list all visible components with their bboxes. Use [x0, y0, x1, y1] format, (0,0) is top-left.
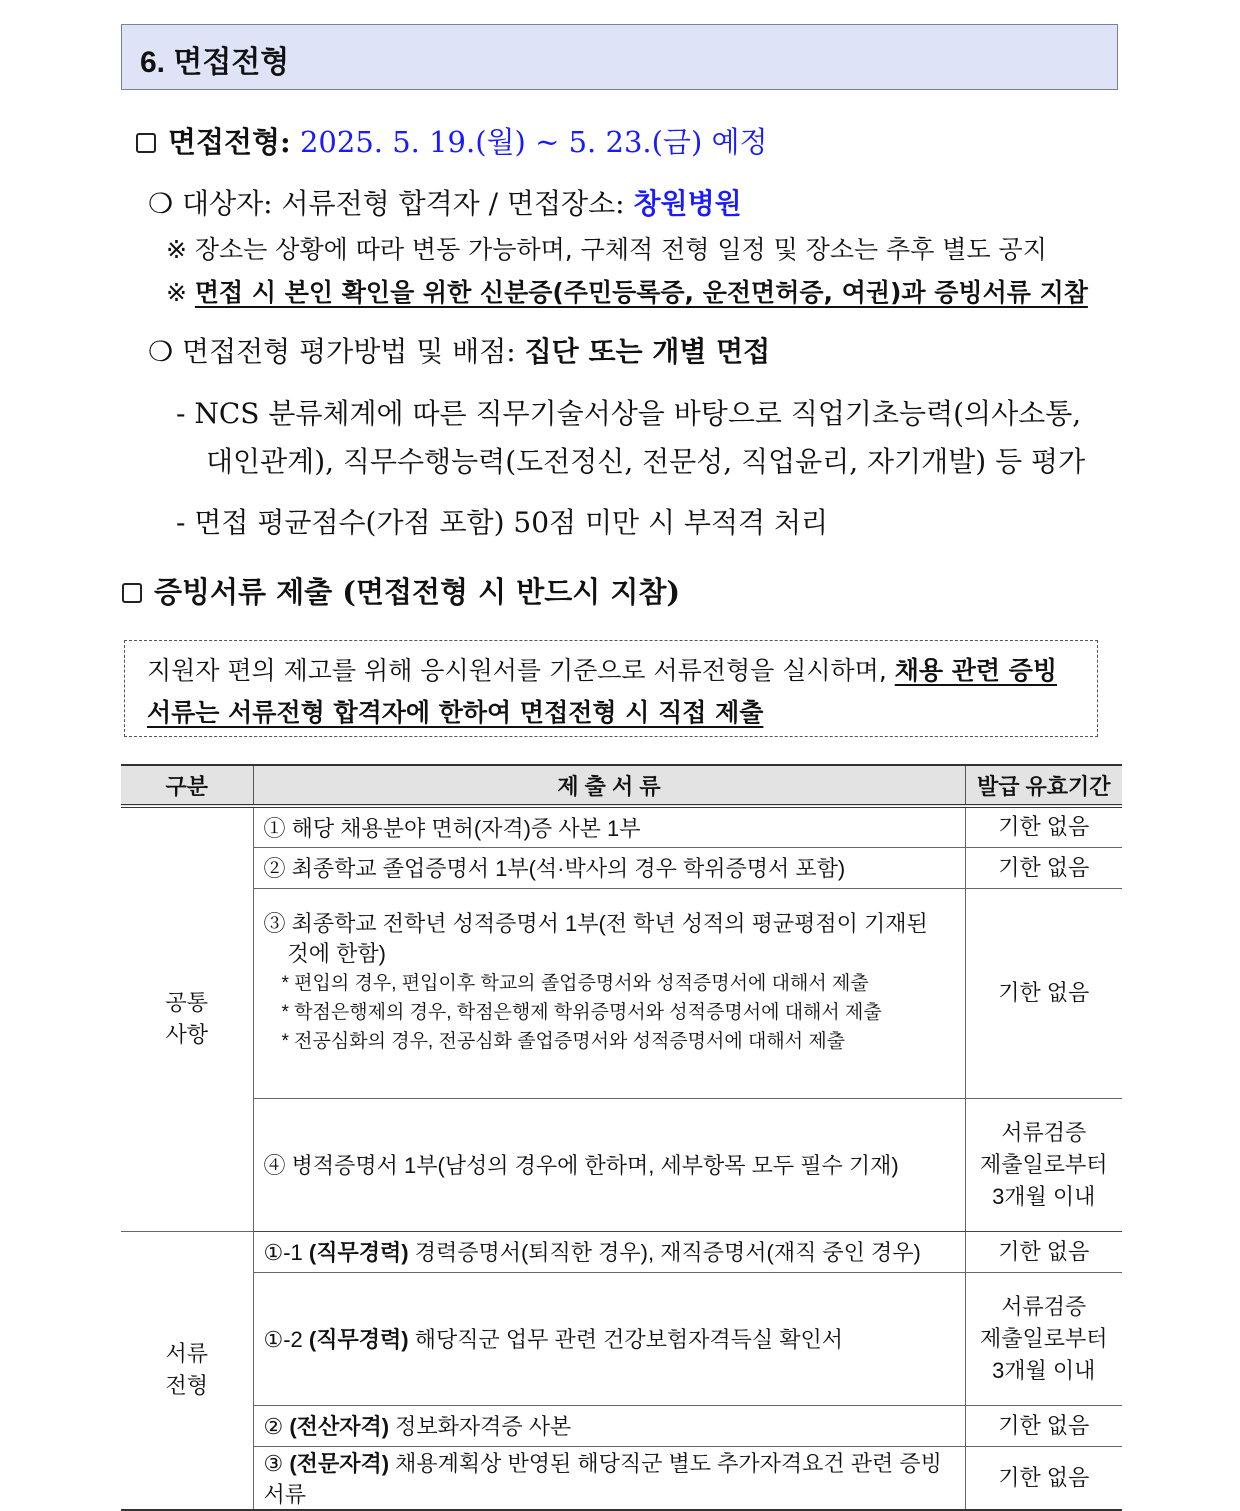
note-venue-change: ※ 장소는 상황에 따라 변동 가능하며, 구체적 전형 일정 및 장소는 추후 별도 공지: [166, 235, 1047, 264]
method-line: [148, 330, 770, 370]
bullet-score: - 면접 평균점수(가점 포함) 50점 미만 시 부적격 처리: [176, 506, 829, 539]
validity-cell: 기한 없음: [965, 1405, 1122, 1446]
table-row: [121, 1405, 1122, 1446]
notice-plain: 지원자 편의 제고를 위해 응시원서를 기준으로 서류전형을 실시하며,: [147, 656, 887, 685]
doc-cell: ④ 병적증명서 1부(남성의 경우에 한하며, 세부항목 모두 필수 기재): [253, 1098, 965, 1231]
notice-box: [124, 640, 1098, 737]
validity-line: 서류검증: [1001, 1119, 1087, 1145]
doc-num: ②: [263, 1414, 284, 1439]
doc-tag: (직무경력): [308, 1240, 409, 1265]
doc-cell: [253, 1231, 965, 1272]
doc-text: 채용계획상 반영된 해당직군 별도 추가자격요건 관련 증빙서류: [263, 1450, 942, 1507]
validity-line: 제출일로부터: [979, 1151, 1108, 1177]
notice-bold-2: 서류는 서류전형 합격자에 한하여 면접전형 시 직접 제출: [147, 698, 764, 727]
target-label: 대상자: 서류전형 합격자 / 면접장소:: [182, 187, 625, 220]
interview-schedule-line: [136, 120, 768, 161]
header-documents: 제 출 서 류: [253, 765, 965, 806]
header-category: 구분: [121, 765, 253, 806]
doc-cell: [253, 888, 965, 1098]
doc-line: 것에 한함): [287, 940, 386, 966]
validity-cell: [965, 1098, 1122, 1231]
doc-text: 해당직군 업무 관련 건강보험자격득실 확인서: [414, 1327, 843, 1352]
table-row: [121, 1098, 1122, 1231]
interview-schedule: 2025. 5. 19.(월) ~ 5. 23.(금) 예정: [299, 125, 768, 159]
notice-line-2: [147, 693, 763, 729]
header-validity: 발급 유효기간: [965, 765, 1122, 806]
category-screening-line2: 전형: [165, 1373, 208, 1398]
notice-line-1: [147, 651, 1057, 687]
category-common: [121, 806, 253, 1231]
doc-cell: [253, 1446, 965, 1510]
validity-cell: 기한 없음: [965, 1446, 1122, 1510]
checkbox-icon: [136, 133, 156, 153]
table-row: [121, 1446, 1122, 1510]
doc-cell: [253, 1272, 965, 1405]
method-value: 집단 또는 개별 면접: [524, 335, 771, 368]
interview-label: 면접전형:: [168, 125, 291, 159]
checkbox-icon: [122, 583, 142, 603]
validity-line: 3개월 이내: [992, 1183, 1096, 1209]
doc-num: ③: [263, 1450, 284, 1476]
validity-line: 3개월 이내: [992, 1357, 1096, 1383]
doc-cell: ① 해당 채용분야 면허(자격)증 사본 1부: [253, 806, 965, 847]
section-header: [121, 24, 1118, 90]
method-label: 면접전형 평가방법 및 배점:: [182, 335, 516, 368]
bullet-ncs-2: 대인관계), 직무수행능력(도전정신, 전문성, 직업윤리, 자기개발) 등 평가: [206, 445, 1086, 478]
note-mark: ※: [166, 278, 187, 307]
table-row: [121, 847, 1122, 888]
doc-line: ③ 최종학교 전학년 성적증명서 1부(전 학년 성적의 평균평점이 기재된: [263, 910, 928, 936]
category-screening: [121, 1231, 253, 1510]
validity-cell: 기한 없음: [965, 1231, 1122, 1272]
category-common-line2: 사항: [165, 1022, 208, 1048]
section-title: 6. 면접전형: [140, 46, 290, 79]
doc-tag: (전산자격): [289, 1414, 390, 1439]
doc-tag: (직무경력): [308, 1327, 409, 1352]
doc-num: ①-2: [263, 1327, 303, 1352]
note-id-required: [166, 273, 1088, 309]
category-common-line1: 공통: [165, 990, 208, 1016]
notice-bold-1: 채용 관련 증빙: [894, 656, 1058, 685]
doc-sub-note: * 전공심화의 경우, 전공심화 졸업증명서와 성적증명서에 대해서 제출: [281, 1030, 846, 1052]
validity-cell: [965, 1272, 1122, 1405]
doc-cell: ② 최종학교 졸업증명서 1부(석·박사의 경우 학위증명서 포함): [253, 847, 965, 888]
circle-bullet-icon: ❍: [148, 187, 174, 220]
validity-cell: 기한 없음: [965, 888, 1122, 1098]
table-row: [121, 1272, 1122, 1405]
doc-text: 정보화자격증 사본: [395, 1414, 572, 1439]
doc-text: 경력증명서(퇴직한 경우), 재직증명서(재직 중인 경우): [414, 1240, 921, 1265]
doc-sub-note: * 학점은행제의 경우, 학점은행제 학위증명서와 성적증명서에 대해서 제출: [281, 1001, 882, 1023]
validity-cell: 기한 없음: [965, 847, 1122, 888]
table-row: [121, 888, 1122, 1098]
docs-title-text: 증빙서류 제출 (면접전형 시 반드시 지참): [154, 575, 681, 609]
table-header-row: [121, 765, 1122, 806]
validity-cell: 기한 없음: [965, 806, 1122, 847]
category-screening-line1: 서류: [165, 1341, 208, 1366]
validity-line: 제출일로부터: [979, 1325, 1108, 1351]
interview-venue: 창원병원: [633, 187, 742, 220]
circle-bullet-icon: ❍: [148, 335, 174, 368]
doc-tag: (전문자격): [289, 1450, 390, 1476]
docs-section-title: [122, 570, 680, 611]
note-id-text: 면접 시 본인 확인을 위한 신분증(주민등록증, 운전면허증, 여권)과 증빙서류 지참: [194, 278, 1088, 307]
doc-sub-note: * 편입의 경우, 편입이후 학교의 졸업증명서와 성적증명서에 대해서 제출: [281, 972, 869, 994]
validity-line: 서류검증: [1001, 1293, 1087, 1319]
table-row: [121, 806, 1122, 847]
documents-table: [121, 764, 1122, 1511]
doc-num: ①-1: [263, 1240, 303, 1265]
doc-cell: [253, 1405, 965, 1446]
target-line: [148, 182, 742, 222]
bullet-ncs-1: - NCS 분류체계에 따른 직무기술서상을 바탕으로 직업기초능력(의사소통,: [176, 397, 1082, 430]
table-row: [121, 1231, 1122, 1272]
